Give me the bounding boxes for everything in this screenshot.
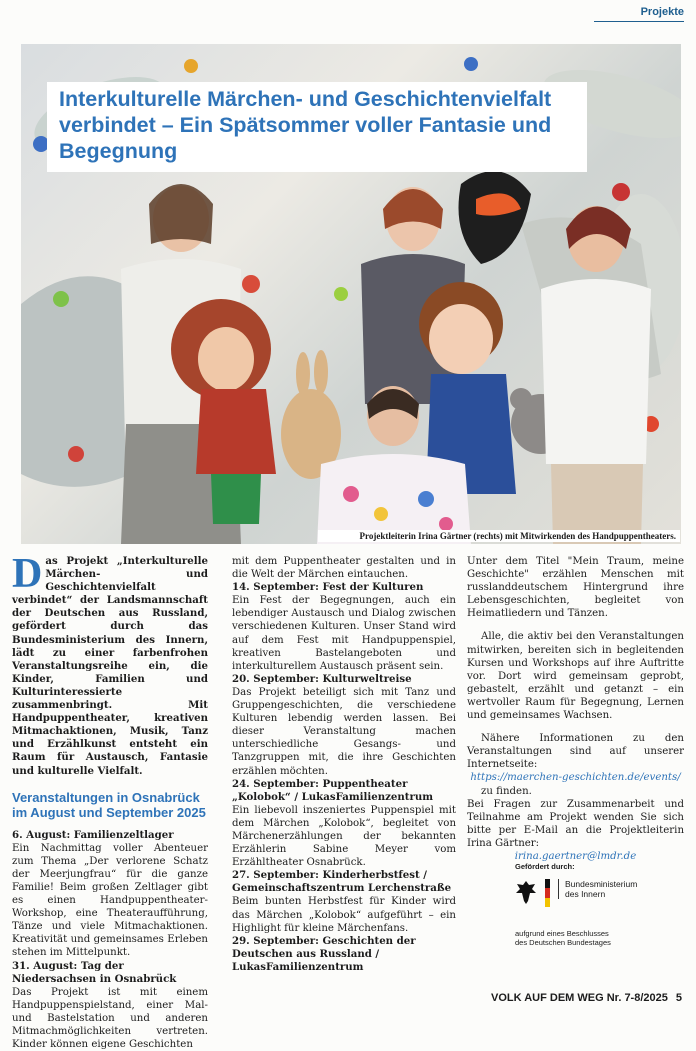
page-footer [472, 992, 682, 1004]
teddy-ear [510, 388, 532, 410]
photo-caption: Projektleiterin Irina Gärtner (rechts) mit Mitwirkenden des Handpuppentheaters. [318, 530, 680, 542]
event-heading: 29. September: Geschichten der Deutschen aus Russland / LukasFamilienzentrum [232, 934, 416, 973]
puppet-right-face [429, 304, 493, 374]
column-3 [467, 555, 684, 863]
column-1 [12, 551, 208, 1051]
paragraph: Unter dem Titel "Mein Traum, meine Geschichte" erzählen Menschen mit russlanddeutschem Hintergrund ihre Lebensgeschichten, begleitet von Heimatliedern und Tänzen. [467, 556, 684, 620]
headline: Interkulturelle Märchen- und Geschichtenvielfalt verbindet – Ein Spätsommer voller Fantasie und Begegnung [59, 87, 552, 163]
event-text: Das Projekt ist mit einem Handpuppenspielstand, einer Mal- und Bastelstation und anderen Mitmachmöglichkeiten vertreten. Kinder können eigene Geschichten [12, 986, 208, 1051]
german-flag-icon [545, 879, 550, 907]
column-2 [232, 555, 456, 974]
event-text: Beim bunten Herbstfest für Kinder wird das Märchen „Kolobok“ aufgeführt – ein Highlight für kleine Märchenfans. [232, 896, 456, 934]
eagle-icon [515, 879, 537, 905]
puppet-left-pants [211, 474, 261, 524]
sponsor-block [515, 862, 665, 947]
event-text: Ein Nachmittag voller Abenteuer zum Thema „Der verlorene Schatz der Meerjungfrau“ für die ganze Familie! Beim großen Zeltlager gibt es einen Handpuppentheater-Workshop, eine Theateraufführung, Tänze und viele Mitmachaktionen. Kreativität und gemeinsames Erleben stehen im Mittelpunkt. [12, 842, 208, 959]
climbing-hold [184, 59, 198, 73]
person-left-hair [149, 184, 213, 244]
climbing-hold [68, 446, 84, 462]
climbing-hold [242, 275, 260, 293]
paragraph: zu finden. [481, 785, 532, 797]
event-heading: 27. September: Kinderherbstfest / Gemeinschaftszentrum Lerchenstraße [232, 869, 452, 895]
dress-flower [439, 517, 453, 531]
rabbit-ear [296, 352, 310, 396]
climbing-hold [53, 291, 69, 307]
section-tag: Projekte [594, 6, 684, 22]
intro-paragraph [12, 551, 208, 778]
dress-flower [374, 507, 388, 521]
dress-flower [418, 491, 434, 507]
sponsor-note-line: aufgrund eines Beschlusses [515, 929, 609, 938]
paragraph: Bei Fragen zur Zusammenarbeit und Teilnahme am Projekt wenden Sie sich bitte per E-Mail an die Projektleiterin Irina Gärtner: [467, 798, 684, 849]
drop-cap: D [12, 551, 43, 597]
events-subheading: Veranstaltungen in Osnabrück im August und September 2025 [12, 789, 206, 821]
climbing-hold [464, 57, 478, 71]
climbing-hold [334, 287, 348, 301]
ministry-name [558, 879, 637, 899]
event-text: Ein Fest der Begegnungen, auch ein lebendiger Austausch und Dialog zwischen verschiedenen Kulturen. Unser Stand wird auf dem Fest mit Handpuppenspiel, kreativen Bastelangeboten und interkulturellem Austausch präsent sein. [232, 595, 456, 672]
dress-flower [343, 486, 359, 502]
paragraph: Alle, die aktiv bei den Veranstaltungen mitwirken, bereiten sich in begleitenden Kursen und Workshops auf ihre Auftritte vor. Dort wird gemeinsam geprobt, gebastelt, erzählt und getanzt – ein wertvoller Raum für Begegnung, Lernen und gemeinsames Wachsen. [467, 631, 684, 722]
event-heading: 14. September: Fest der Kulturen [232, 581, 424, 594]
puppet-left-face [198, 327, 254, 391]
spacer [467, 620, 684, 630]
event-heading: 31. August: Tag der Niedersachsen in Osnabrück [12, 959, 177, 985]
toucan-puppet [459, 171, 532, 264]
ministry-name-line: Bundesministerium [565, 879, 638, 889]
person-right-blouse [541, 279, 651, 464]
intro-text: as Projekt „Interkulturelle Märchen- und Geschichtenvielfalt verbindet“ der Landsmannschaft der Deutschen aus Russland, gefördert durch das Bundesministerium des Innern, lädt zu einer farbenfrohen Veranstaltungsreihe ein, die Kinder, Familien und Kulturinteressierte zusammenbringt. Mit Handpuppentheater, kreativen Mitmachaktionen, Musik, Tanz und Erzählkunst entsteht ein Raum für Austausch, Fantasie und kulturelle Vielfalt. [12, 555, 208, 777]
website-link[interactable]: https://maerchen-geschichten.de/events/ [470, 772, 681, 784]
sponsor-note-line: des Deutschen Bundestages [515, 938, 611, 947]
sponsor-heading: Gefördert durch: [515, 862, 575, 871]
page-number: 5 [675, 992, 682, 1004]
magazine-issue: VOLK AUF DEM WEG Nr. 7-8/2025 [491, 992, 668, 1004]
event-text: mit dem Puppentheater gestalten und in die Welt der Märchen eintauchen. [232, 556, 456, 581]
rabbit-ear [314, 350, 328, 394]
headline-box [47, 82, 587, 172]
ministry-logo [515, 879, 665, 907]
ministry-name-line: des Innern [565, 889, 606, 899]
puppet-left-body [196, 389, 276, 474]
paragraph: Nähere Informationen zu den Veranstaltungen sind auf unserer Internetseite: [467, 733, 684, 771]
event-text: Das Projekt beteiligt sich mit Tanz und Gruppengeschichten, die verschiedene Kulturen lebendig werden lassen. Bei dieser Veranstaltung machen unterschiedliche Gesangs- und Tanzgruppen mit, die ihre Geschichten erzählen möchten. [232, 686, 456, 777]
event-heading: 24. September: Puppentheater „Kolobok“ / LukasFamilienzentrum [232, 777, 434, 803]
event-heading: 6. August: Familienzeltlager [12, 828, 174, 841]
spacer [467, 722, 684, 732]
email-link[interactable]: irina.gaertner@lmdr.de [514, 850, 637, 862]
sponsor-note [515, 929, 665, 947]
event-text: Ein liebevoll inszeniertes Puppenspiel mit dem Märchen „Kolobok“, begleitet von Märchenerzählungen der bekannten Erzählerin Sabine Meyer vom Erzähltheater Osnabrück. [232, 804, 456, 869]
climbing-hold [612, 183, 630, 201]
event-heading: 20. September: Kulturweltreise [232, 672, 412, 685]
